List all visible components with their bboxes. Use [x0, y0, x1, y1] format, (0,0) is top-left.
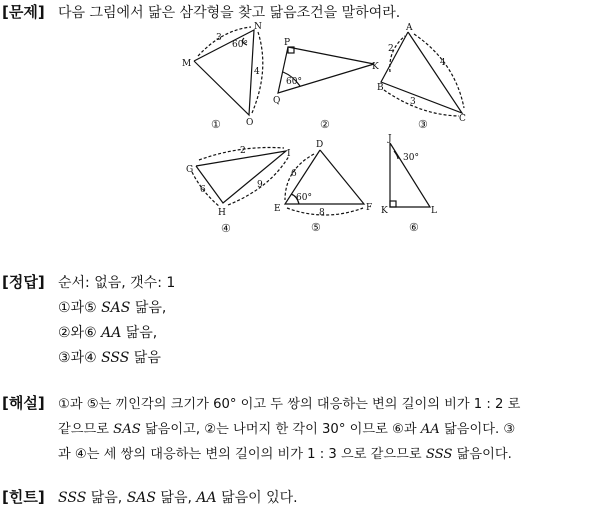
answer-line-2	[58, 297, 166, 317]
answer-line-1: 순서: 없음, 갯수: 1	[58, 275, 176, 291]
explanation-tag: [해설]	[2, 394, 45, 412]
fig4-label-H: H	[218, 208, 226, 218]
fig4-side-2: 2	[240, 146, 246, 156]
problem-text: 다음 그림에서 닮은 삼각형을 찾고 닮음조건을 말하여라.	[58, 5, 401, 21]
answer-line-4-pair: ③과④	[58, 350, 102, 366]
hint-tag: [힌트]	[2, 488, 45, 506]
figures-diagram	[0, 0, 592, 240]
fig2-label-P: P	[284, 38, 291, 48]
explanation-line-2-math-1: SAS	[113, 422, 141, 437]
answer-line-3-pair: ②와⑥	[58, 325, 102, 341]
explanation-line-2-b: 닮음이고, ②는 나머지 한 각이 30° 이므로 ⑥과	[140, 422, 421, 437]
fig1-angle: 60°	[232, 40, 248, 50]
fig3-side-4: 4	[440, 58, 446, 68]
fig3-label-C: C	[459, 114, 466, 124]
answer-line-4-tail: 닮음	[129, 350, 161, 366]
answer-line-2-pair: ①과⑤	[58, 300, 102, 316]
fig4-label-G: G	[186, 165, 194, 175]
fig2-label-K: K	[372, 62, 379, 72]
explanation-line-3-a: 과 ④는 세 쌍의 대응하는 변의 길이의 비가 1 : 3 으로 같으므로	[58, 447, 426, 462]
fig3-label-A: A	[406, 23, 413, 33]
fig4-number: ④	[221, 222, 231, 235]
fig3-side-2: 2	[388, 44, 394, 54]
fig4-side-6: 6	[200, 185, 206, 195]
hint-math-2: SAS	[126, 490, 156, 506]
answer-line-3-math: AA	[101, 325, 122, 341]
fig6-label-J: J	[388, 134, 392, 144]
fig1-side-4: 4	[254, 67, 260, 77]
fig3-side-3: 3	[410, 97, 416, 107]
fig4-label-I: I	[287, 149, 291, 159]
explanation-line-3-b: 닮음이다.	[452, 447, 512, 462]
hint-text-1: 닮음,	[86, 490, 127, 506]
answer-line-3	[58, 322, 157, 342]
answer-line-2-math: SAS	[101, 300, 131, 316]
fig5-number: ⑤	[311, 221, 321, 234]
fig1-number: ①	[211, 118, 221, 131]
fig3-number: ③	[418, 118, 428, 131]
answer-line-3-tail: 닮음,	[121, 325, 158, 341]
explanation-line-3	[58, 443, 512, 462]
hint-text-3: 닮음이 있다.	[216, 490, 298, 506]
explanation-line-1: ①과 ⑤는 끼인각의 크기가 60° 이고 두 쌍의 대응하는 변의 길이의 비가 1 : 2 로	[58, 397, 521, 412]
answer-line-4-math: SSS	[101, 350, 130, 366]
explanation-line-2-a: 같으므로	[58, 422, 114, 437]
fig1-label-M: M	[182, 59, 192, 69]
fig1-side-3: 3	[216, 33, 222, 43]
fig3-label-B: B	[377, 83, 384, 93]
explanation-line-3-math: SSS	[425, 447, 453, 462]
problem-tag: [문제]	[2, 3, 45, 21]
explanation-line-2-math-2: AA	[420, 422, 440, 437]
answer-tag: [정답]	[2, 273, 45, 291]
answer-line-4	[58, 347, 161, 367]
fig2-label-Q: Q	[273, 96, 281, 106]
fig5-arc-8	[287, 208, 363, 215]
hint-math-1: SSS	[58, 490, 87, 506]
fig5-angle: 60°	[296, 193, 312, 203]
hint-text	[58, 487, 298, 507]
fig5-side-8: 8	[319, 208, 325, 218]
fig5-label-E: E	[274, 204, 281, 214]
hint-math-3: AA	[196, 490, 217, 506]
fig1-label-O: O	[246, 118, 254, 128]
fig5-label-D: D	[316, 140, 324, 150]
fig6-label-L: L	[431, 206, 437, 216]
fig2-angle: 60°	[286, 77, 302, 87]
fig6-label-K: K	[381, 206, 388, 216]
fig5-label-F: F	[366, 203, 373, 213]
fig4-arc-6	[192, 172, 220, 207]
fig4-side-9: 9	[257, 180, 263, 190]
explanation-line-2-c: 닮음이다. ③	[439, 422, 516, 437]
fig6-right-mark	[390, 201, 396, 207]
answer-line-2-tail: 닮음,	[130, 300, 167, 316]
fig5-side-6: 6	[291, 169, 297, 179]
hint-text-2: 닮음,	[155, 490, 197, 506]
fig1-label-N: N	[254, 22, 262, 32]
fig3-arc-3	[384, 90, 459, 116]
fig6-angle: 30°	[403, 153, 419, 163]
fig2-number: ②	[320, 118, 330, 131]
explanation-line-2	[58, 418, 515, 437]
fig6-number: ⑥	[409, 221, 419, 234]
